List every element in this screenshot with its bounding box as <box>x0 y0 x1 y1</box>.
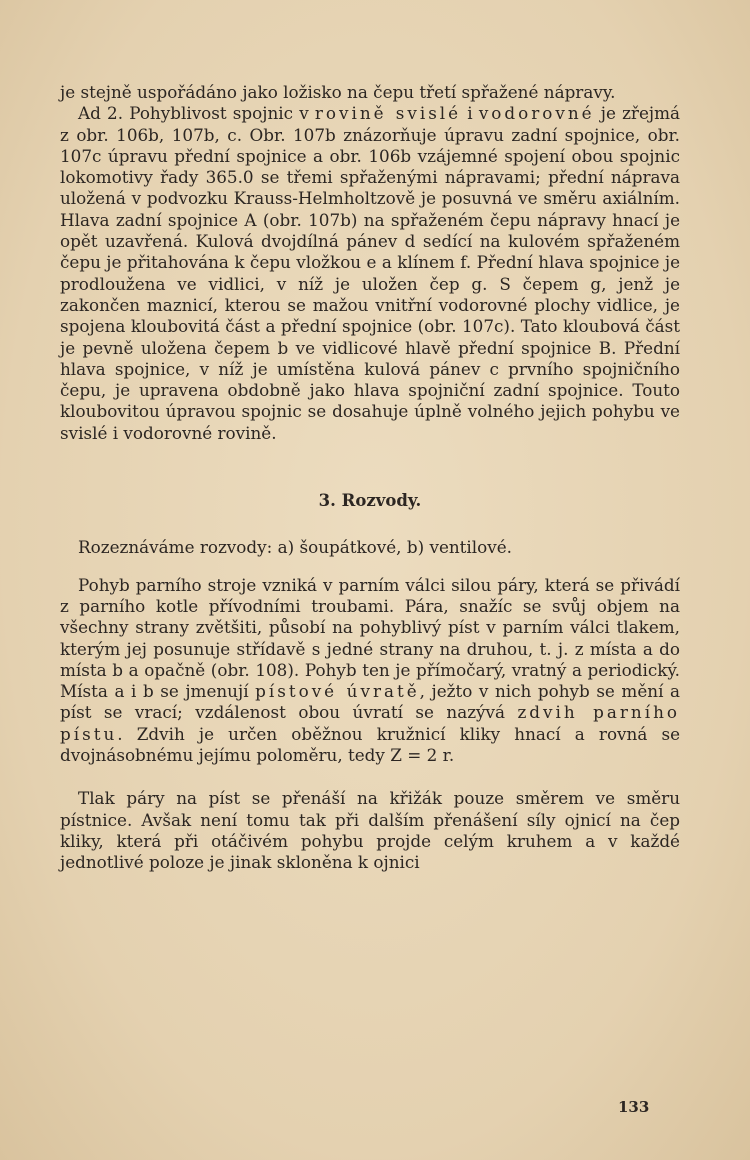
page-number: 133 <box>618 1098 650 1116</box>
pohyb-mid: , ježto v nich pohyb se mění a píst se vrací; vzdálenost obou úvratí se nazývá <box>60 681 680 723</box>
ad2-spaced-2: vodorovné <box>478 103 595 124</box>
paragraph-continuation: je stejně uspořádáno jako ložisko na čepu třetí spřažené nápravy. <box>60 82 616 102</box>
paragraph-ad2 <box>60 103 680 444</box>
pohyb-spaced-1: pístové úvratě <box>255 681 420 702</box>
ad2-spaced-1: rovině svislé <box>314 103 462 124</box>
section-heading: 3. Rozvody. <box>318 491 422 511</box>
ad2-start: Ad 2. Pohyblivost spojnic v <box>78 103 315 124</box>
paragraph-tlak: Tlak páry na píst se přenáší na křižák pouze směrem ve směru pístnice. Avšak není tomu tak při dalším přenášení síly ojnicí na čep kliky, která při otáčivém pohybu projde celým kruhem a v každé jednotlivé poloze je jinak skloněna k ojnici <box>60 788 680 873</box>
pohyb-start: Pohyb parního stroje vzniká v parním válci silou páry, která se přivádí z parního kotle přívodními troubami. Pára, snažíc se svůj objem na všechny strany zvětšiti, působí na pohyblivý píst v parním válci tlakem, kterým jej posunuje střídavě s jedné strany na druhou, t. j. z místa a do místa b a opačně (obr. 108). Pohyb ten je přímočarý, vratný a periodický. Místa a i b se jmenují <box>60 574 680 702</box>
paragraph-pohyb <box>60 575 680 767</box>
pohyb-spaced-2: zdvih parního pístu <box>60 702 680 744</box>
pohyb-end: . Zdvih je určen oběžnou kružnicí kliky hnací a rovná se dvojnásobnému jejímu poloměru, tedy Z = 2 r. <box>60 723 680 766</box>
paragraph-rozvody: Rozeznáváme rozvody: a) šoupátkové, b) ventilové. <box>78 537 513 558</box>
page-text <box>60 82 680 874</box>
ad2-rest: je zřejmá z obr. 106b, 107b, c. Obr. 107b znázorňuje úpravu zadní spojnice, obr. 107c úpravu přední spojnice a obr. 106b vzájemné spojení obou spojnic lokomotivy řady 365.0 se třemi spřaženými nápravami; přední náprava uložená v podvozku Krauss-Helmholtzově je posuvná ve směru axiálním. Hlava zadní spojnice A (obr. 107b) na spřaženém čepu nápravy hnací je opět uzavřená. Kulová dvojdílná pánev d sedící na kulovém spřaženém čepu je přitahována k čepu vložkou e a klínem f. Přední hlava spojnice je prodloužena ve vidlici, v níž je uložen čep g. S čepem g, jenž je zakončen maznicí, kterou se mažou vnitřní vodorovné plochy vidlice, je spojena kloubovitá část a přední spojnice (obr. 107c). Tato kloubová část je pevně uložena čepem b ve vidlicové hlavě přední spojnice B. Přední hlava spojnice, v níž je umístěna kulová pánev c prvního spojničního čepu, je upravena obdobně jako hlava spojniční zadní spojnice. Touto kloubovitou úpravou spojnic se dosahuje úplně volného jejich pohybu ve svislé i vodorovné rovině. <box>60 103 680 443</box>
ad2-mid: i <box>461 103 479 124</box>
